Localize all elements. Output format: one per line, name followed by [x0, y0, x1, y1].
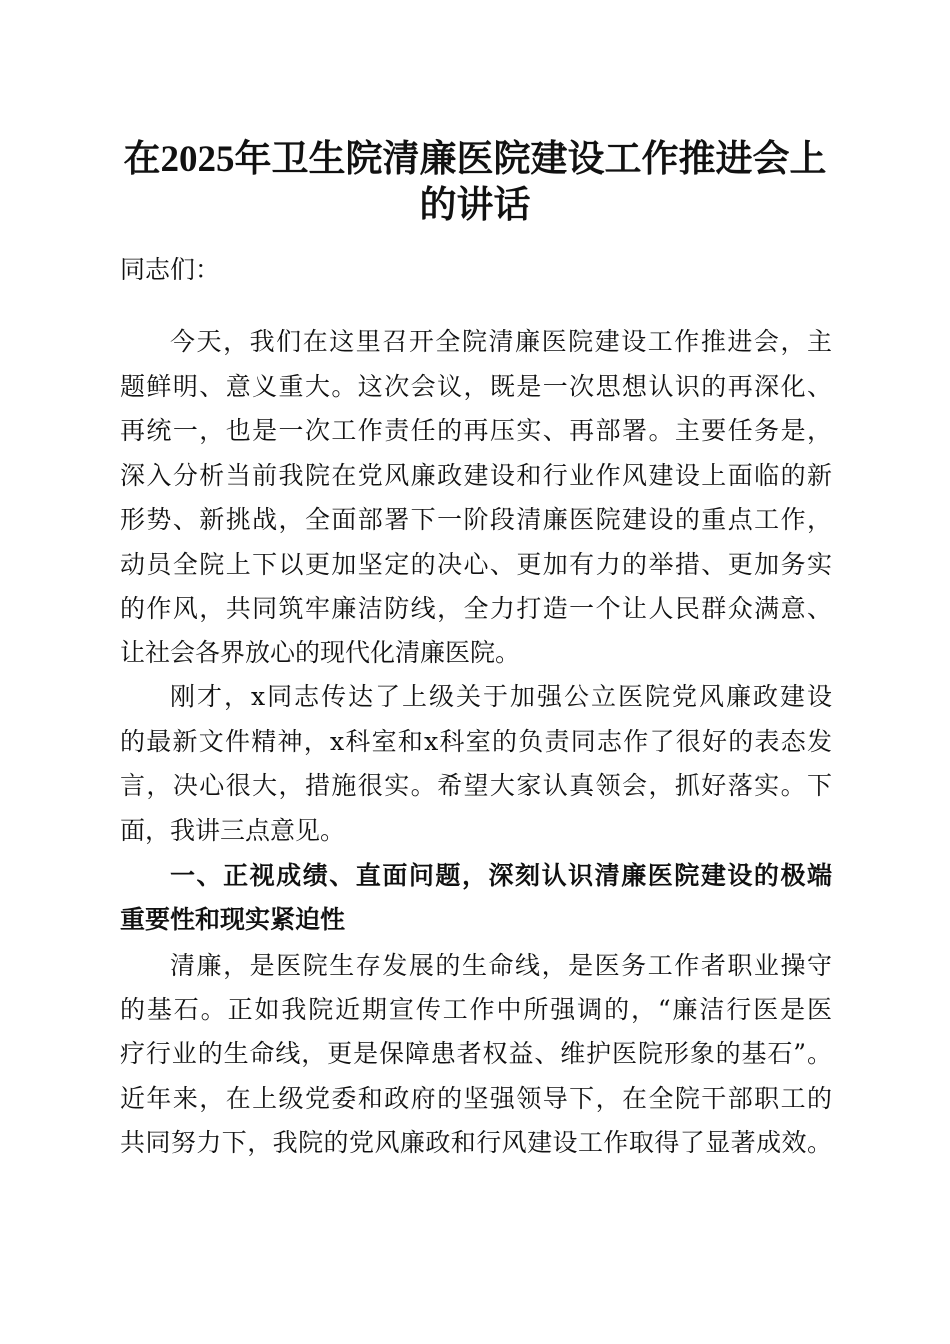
- heading-line: 一、正视成绩、直面问题，深刻认识清廉医院建设的极端: [170, 861, 832, 890]
- text-line: 疗行业的生命线，更是保障患者权益、维护医院形象的基石”。: [120, 1039, 832, 1068]
- text-line: 近年来，在上级党委和政府的坚强领导下，在全院干部职工的: [120, 1084, 832, 1113]
- text-line: 让社会各界放心的现代化清廉医院。: [120, 638, 521, 667]
- text-line: 清廉，是医院生存发展的生命线，是医务工作者职业操守: [170, 951, 832, 980]
- document-title-line-2: 的讲话: [419, 185, 531, 226]
- document-title-line-1: 在2025年卫生院清廉医院建设工作推进会上: [123, 139, 827, 180]
- text-line: 共同努力下，我院的党风廉政和行风建设工作取得了显著成效。: [120, 1128, 832, 1157]
- text-line: 的作风，共同筑牢廉洁防线，全力打造一个让人民群众满意、: [120, 594, 832, 623]
- text-line: 的最新文件精神，x科室和x科室的负责同志作了很好的表态发: [120, 727, 832, 756]
- heading-line: 重要性和现实紧迫性: [120, 905, 346, 934]
- text-line: 形势、新挑战，全面部署下一阶段清廉医院建设的重点工作，: [120, 505, 832, 534]
- text-line: 动员全院上下以更加坚定的决心、更加有力的举措、更加务实: [120, 550, 832, 579]
- text-line: 题鲜明、意义重大。这次会议，既是一次思想认识的再深化、: [120, 372, 832, 401]
- text-line: 的基石。正如我院近期宣传工作中所强调的，“廉洁行医是医: [120, 995, 832, 1024]
- salutation: 同志们：: [120, 255, 221, 284]
- text-line: 言，决心很大，措施很实。希望大家认真领会，抓好落实。下: [120, 771, 832, 800]
- text-line: 今天，我们在这里召开全院清廉医院建设工作推进会，主: [170, 327, 832, 356]
- text-line: 深入分析当前我院在党风廉政建设和行业作风建设上面临的新: [120, 461, 832, 490]
- text-line: 刚才，x同志传达了上级关于加强公立医院党风廉政建设: [170, 682, 832, 711]
- text-line: 再统一，也是一次工作责任的再压实、再部署。主要任务是，: [120, 416, 832, 445]
- text-line: 面，我讲三点意见。: [120, 816, 346, 845]
